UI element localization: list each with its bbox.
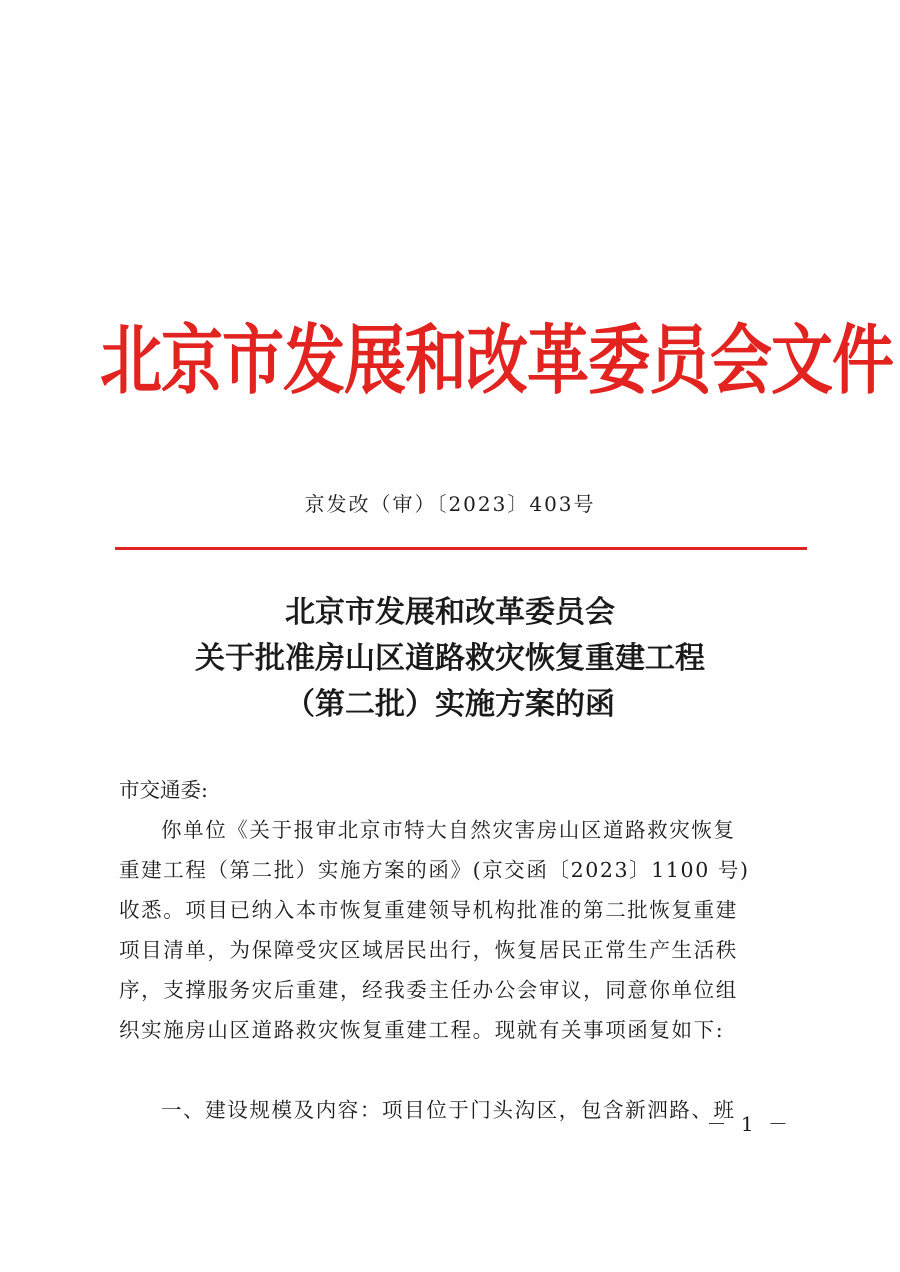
masthead-title: 北京市发展和改革委员会文件	[100, 315, 894, 405]
title-line-1: 北京市发展和改革委员会	[285, 595, 615, 630]
addressee: 市交通委:	[119, 778, 208, 802]
document-title	[0, 590, 900, 728]
paragraph-line: 序，支撑服务灾后重建，经我委主任办公会审议，同意你单位组	[119, 978, 738, 1002]
title-line-2: 关于批准房山区道路救灾恢复重建工程	[195, 641, 705, 676]
item-one-line: 一、建设规模及内容：项目位于门头沟区，包含新泗路、班	[161, 1098, 736, 1122]
document-number: 京发改（审）〔2023〕403号	[304, 492, 596, 516]
paragraph-line: 织实施房山区道路救灾恢复重建工程。现就有关事项函复如下:	[119, 1018, 725, 1042]
body-paragraph	[119, 810, 799, 1050]
title-line-3: （第二批）实施方案的函	[285, 687, 615, 722]
paragraph-line: 收悉。项目已纳入本市恢复重建领导机构批准的第二批恢复重建	[119, 898, 738, 922]
paragraph-line: 重建工程（第二批）实施方案的函》(京交函〔2023〕1100 号)	[119, 858, 750, 882]
red-divider-rule	[115, 547, 807, 550]
page-number: － 1 －	[706, 1112, 792, 1136]
paragraph-line: 你单位《关于报审北京市特大自然灾害房山区道路救灾恢复	[161, 818, 736, 842]
paragraph-line: 项目清单，为保障受灾区域居民出行，恢复居民正常生产生活秩	[119, 938, 738, 962]
